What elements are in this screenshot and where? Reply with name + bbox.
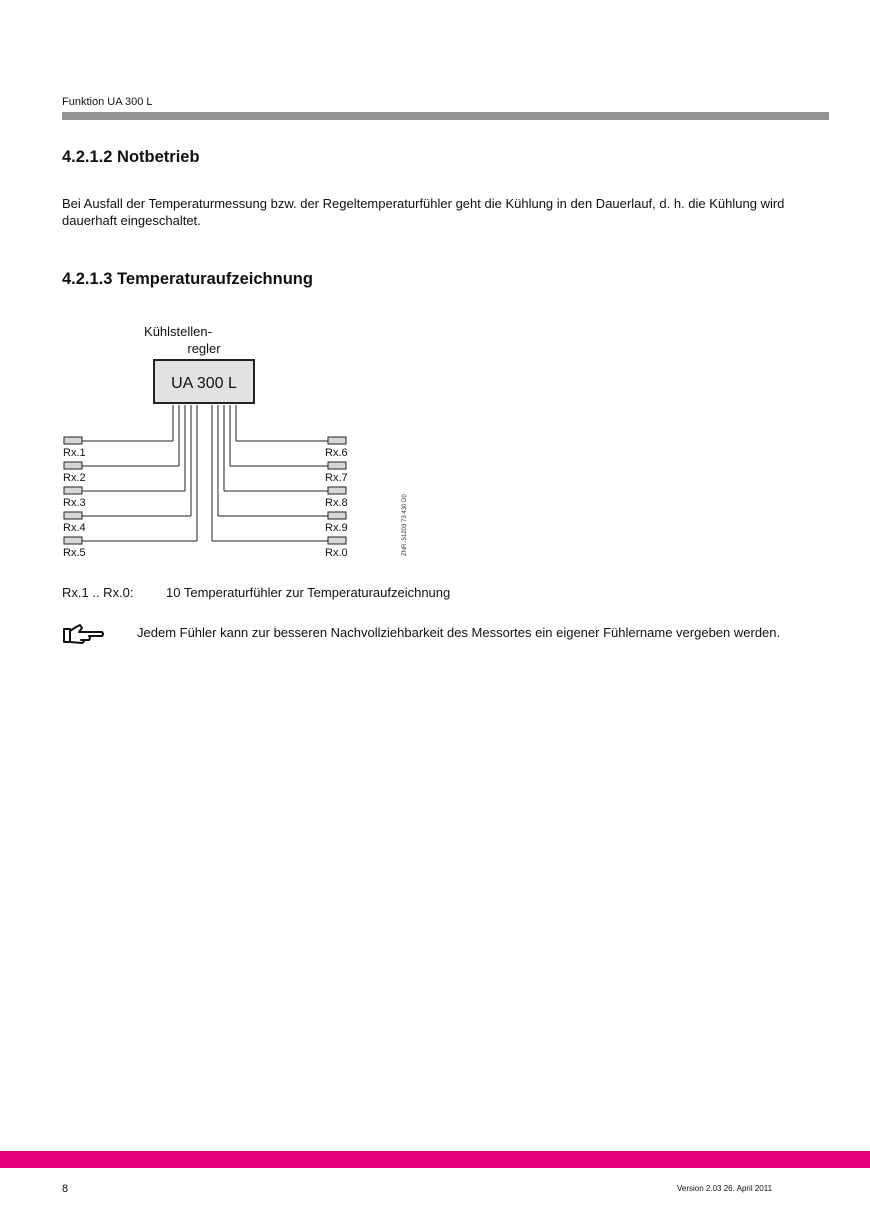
- page-number: 8: [62, 1183, 69, 1195]
- sensor-label-rx4: Rx.4: [63, 522, 86, 534]
- sensor-rx7: [328, 462, 346, 469]
- sensor-rx5: [64, 537, 82, 544]
- sensor-label-rx1: Rx.1: [63, 447, 86, 459]
- heading-notbetrieb: 4.2.1.2 Notbetrieb: [62, 148, 200, 166]
- sensor-rx9: [328, 512, 346, 519]
- controller-label: UA 300 L: [171, 375, 237, 392]
- sensor-rx1: [64, 437, 82, 444]
- footer-version: Version 2.03 26. April 2011: [677, 1184, 773, 1193]
- sensor-label-rx6: Rx.6: [325, 447, 348, 459]
- header-rule: [62, 112, 829, 120]
- note-text: Jedem Fühler kann zur besseren Nachvollziehbarkeit des Messortes ein eigener Fühlername vergeben werden.: [137, 625, 781, 640]
- sensor-label-rx5: Rx.5: [63, 547, 86, 559]
- sensor-label-rx7: Rx.7: [325, 472, 348, 484]
- sensor-rx6: [328, 437, 346, 444]
- sensor-rx4: [64, 512, 82, 519]
- sensor-label-rx2: Rx.2: [63, 472, 86, 484]
- legend-key: Rx.1 .. Rx.0:: [62, 585, 134, 600]
- sensor-rx8: [328, 487, 346, 494]
- sensor-label-rx3: Rx.3: [63, 497, 86, 509]
- pointing-hand-icon: [62, 623, 106, 645]
- sensor-rx0: [328, 537, 346, 544]
- controller-caption-line1: Kühlstellen-: [144, 324, 212, 339]
- heading-temperaturaufzeichnung: 4.2.1.3 Temperaturaufzeichnung: [62, 270, 313, 288]
- sensor-label-rx9: Rx.9: [325, 522, 348, 534]
- wiring-diagram: [55, 318, 425, 568]
- footer-bar: [0, 1151, 870, 1168]
- sensor-rx3: [64, 487, 82, 494]
- sensor-rx2: [64, 462, 82, 469]
- legend-description: 10 Temperaturfühler zur Temperaturaufzeichnung: [166, 585, 451, 600]
- paragraph-notbetrieb: Bei Ausfall der Temperaturmessung bzw. der Regeltemperaturfühler geht die Kühlung in den Dauerlauf, d. h. die Kühlung wird dauerhaft eingeschaltet.: [62, 196, 785, 228]
- sensor-label-rx8: Rx.8: [325, 497, 348, 509]
- drawing-number: ZNR.:51203 73 430 D0: [402, 494, 408, 556]
- controller-caption-line2: regler: [187, 341, 221, 356]
- sensor-label-rx0: Rx.0: [325, 547, 348, 559]
- running-header-title: Funktion UA 300 L: [62, 96, 153, 108]
